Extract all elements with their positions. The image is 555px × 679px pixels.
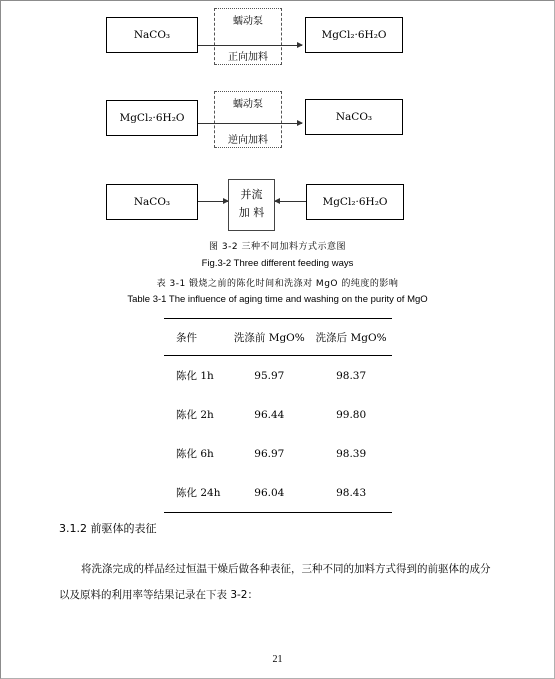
table-row (164, 434, 392, 473)
row-before: 96.44 (254, 408, 285, 421)
row-condition: 陈化 24h (164, 473, 228, 513)
row1-pump-label: 蠕动泵 (233, 16, 263, 27)
table-row (164, 473, 392, 513)
figure-caption-en: Fig.3-2 Three different feeding ways (201, 258, 354, 269)
figure-caption-cn: 图 3-2 三种不同加料方式示意图 (209, 242, 346, 252)
row3-left-box (106, 184, 198, 220)
row2-left-box (106, 100, 198, 136)
row-after: 98.39 (336, 447, 367, 460)
header-after-wash: 洗涤后 MgO% (310, 319, 392, 356)
header-before-wash: 洗涤前 MgO% (228, 319, 310, 356)
parallel-feed-box (228, 179, 275, 231)
row3-left-label: NaCO₃ (133, 196, 171, 208)
row2-pump-frame (214, 91, 282, 148)
table-header-row (164, 319, 392, 356)
row1-left-box (106, 17, 198, 53)
row2-left-label: MgCl₂·6H₂O (119, 112, 185, 124)
row2-right-box (305, 99, 403, 135)
body-paragraph: 将洗涤完成的样品经过恒温干燥后做各种表征，三种不同的加料方式得到的前驱体的成分以及原料的利用率等结果记录在下表 3-2： (59, 563, 491, 601)
page-number: 21 (272, 654, 283, 665)
row2-arrow (198, 123, 302, 124)
row3-right-arrow (275, 201, 306, 202)
row-before: 95.97 (254, 369, 285, 382)
row1-pump-frame (214, 8, 282, 65)
row2-feed-label: 逆向加料 (228, 135, 268, 146)
table-row (164, 395, 392, 434)
row3-right-label: MgCl₂·6H₂O (322, 196, 388, 208)
section-heading: 3.1.2 前驱体的表征 (59, 522, 157, 535)
header-condition: 条件 (164, 319, 228, 356)
row1-feed-label: 正向加料 (228, 52, 268, 63)
row2-right-label: NaCO₃ (335, 111, 373, 123)
parallel-line1: 并流 (240, 188, 263, 201)
row3-left-arrow (198, 201, 228, 202)
parallel-line2: 加 料 (238, 206, 265, 219)
row-after: 99.80 (336, 408, 367, 421)
row-after: 98.37 (336, 369, 367, 382)
table-row (164, 356, 392, 396)
row-condition: 陈化 6h (176, 448, 214, 460)
row-condition: 陈化 1h (176, 370, 214, 382)
row1-right-box (305, 17, 403, 53)
row1-right-label: MgCl₂·6H₂O (321, 29, 387, 41)
purity-table (164, 318, 392, 513)
row1-left-label: NaCO₃ (133, 29, 171, 41)
row1-arrow (198, 45, 302, 46)
row3-right-box (306, 184, 404, 220)
row2-pump-label: 蠕动泵 (233, 99, 263, 110)
table-caption-en: Table 3-1 The influence of aging time and washing on the purity of MgO (127, 294, 428, 305)
row-before: 96.97 (254, 447, 285, 460)
row-after: 98.43 (310, 473, 392, 513)
table-caption-cn: 表 3-1 锻烧之前的陈化时间和洗涤对 MgO 的纯度的影响 (156, 279, 399, 289)
row-condition: 陈化 2h (176, 409, 214, 421)
row-before: 96.04 (228, 473, 310, 513)
